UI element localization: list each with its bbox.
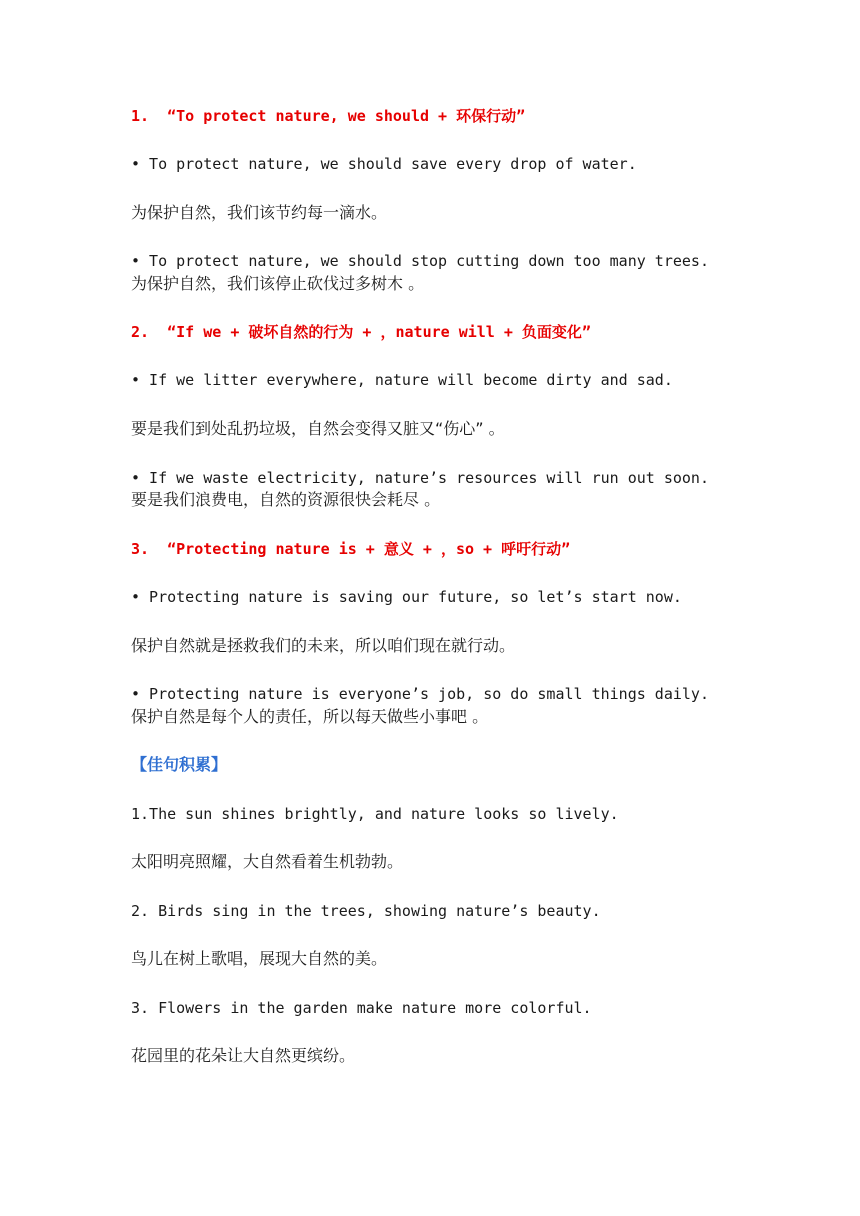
accumulation-title: 【佳句积累】 [131,755,228,774]
pattern-2-heading: 2. “If we + 破坏自然的行为 + ，nature will + 负面变化” [131,323,591,341]
pattern-3-example-1-en: • Protecting nature is saving our future, so let’s start now. [131,588,682,606]
pattern-1-example-2-zh: 为保护自然，我们该停止砍伐过多树木 。 [131,274,425,293]
pattern-1-example-2-en: • To protect nature, we should stop cutting down too many trees. [131,252,709,270]
accumulation-sentence-1-en: 1.The sun shines brightly, and nature looks so lively. [131,805,619,823]
accumulation-sentence-2-zh: 鸟儿在树上歌唱，展现大自然的美。 [131,949,388,968]
accumulation-sentence-3-en: 3. Flowers in the garden make nature more colorful. [131,999,592,1017]
pattern-1-heading: 1. “To protect nature, we should + 环保行动” [131,107,526,125]
pattern-1-example-1-zh: 为保护自然，我们该节约每一滴水。 [131,203,388,222]
pattern-2-example-2-en: • If we waste electricity, nature’s resources will run out soon. [131,469,709,487]
accumulation-sentence-3-zh: 花园里的花朵让大自然更缤纷。 [131,1046,356,1065]
accumulation-sentence-2-en: 2. Birds sing in the trees, showing nature’s beauty. [131,902,601,920]
pattern-2-example-2-zh: 要是我们浪费电，自然的资源很快会耗尽 。 [131,490,441,509]
accumulation-sentence-1-zh: 太阳明亮照耀，大自然看着生机勃勃。 [131,852,404,871]
pattern-3-example-2-en: • Protecting nature is everyone’s job, so do small things daily. [131,685,709,703]
pattern-3-example-1-zh: 保护自然就是拯救我们的未来，所以咱们现在就行动。 [131,636,516,655]
pattern-3-heading: 3. “Protecting nature is + 意义 + ，so + 呼吁行动” [131,540,571,558]
pattern-1-example-1-en: • To protect nature, we should save every drop of water. [131,155,637,173]
pattern-2-example-1-en: • If we litter everywhere, nature will become dirty and sad. [131,371,673,389]
pattern-2-example-1-zh: 要是我们到处乱扔垃圾，自然会变得又脏又“伤心” 。 [131,419,505,438]
pattern-3-example-2-zh: 保护自然是每个人的责任，所以每天做些小事吧 。 [131,707,489,726]
